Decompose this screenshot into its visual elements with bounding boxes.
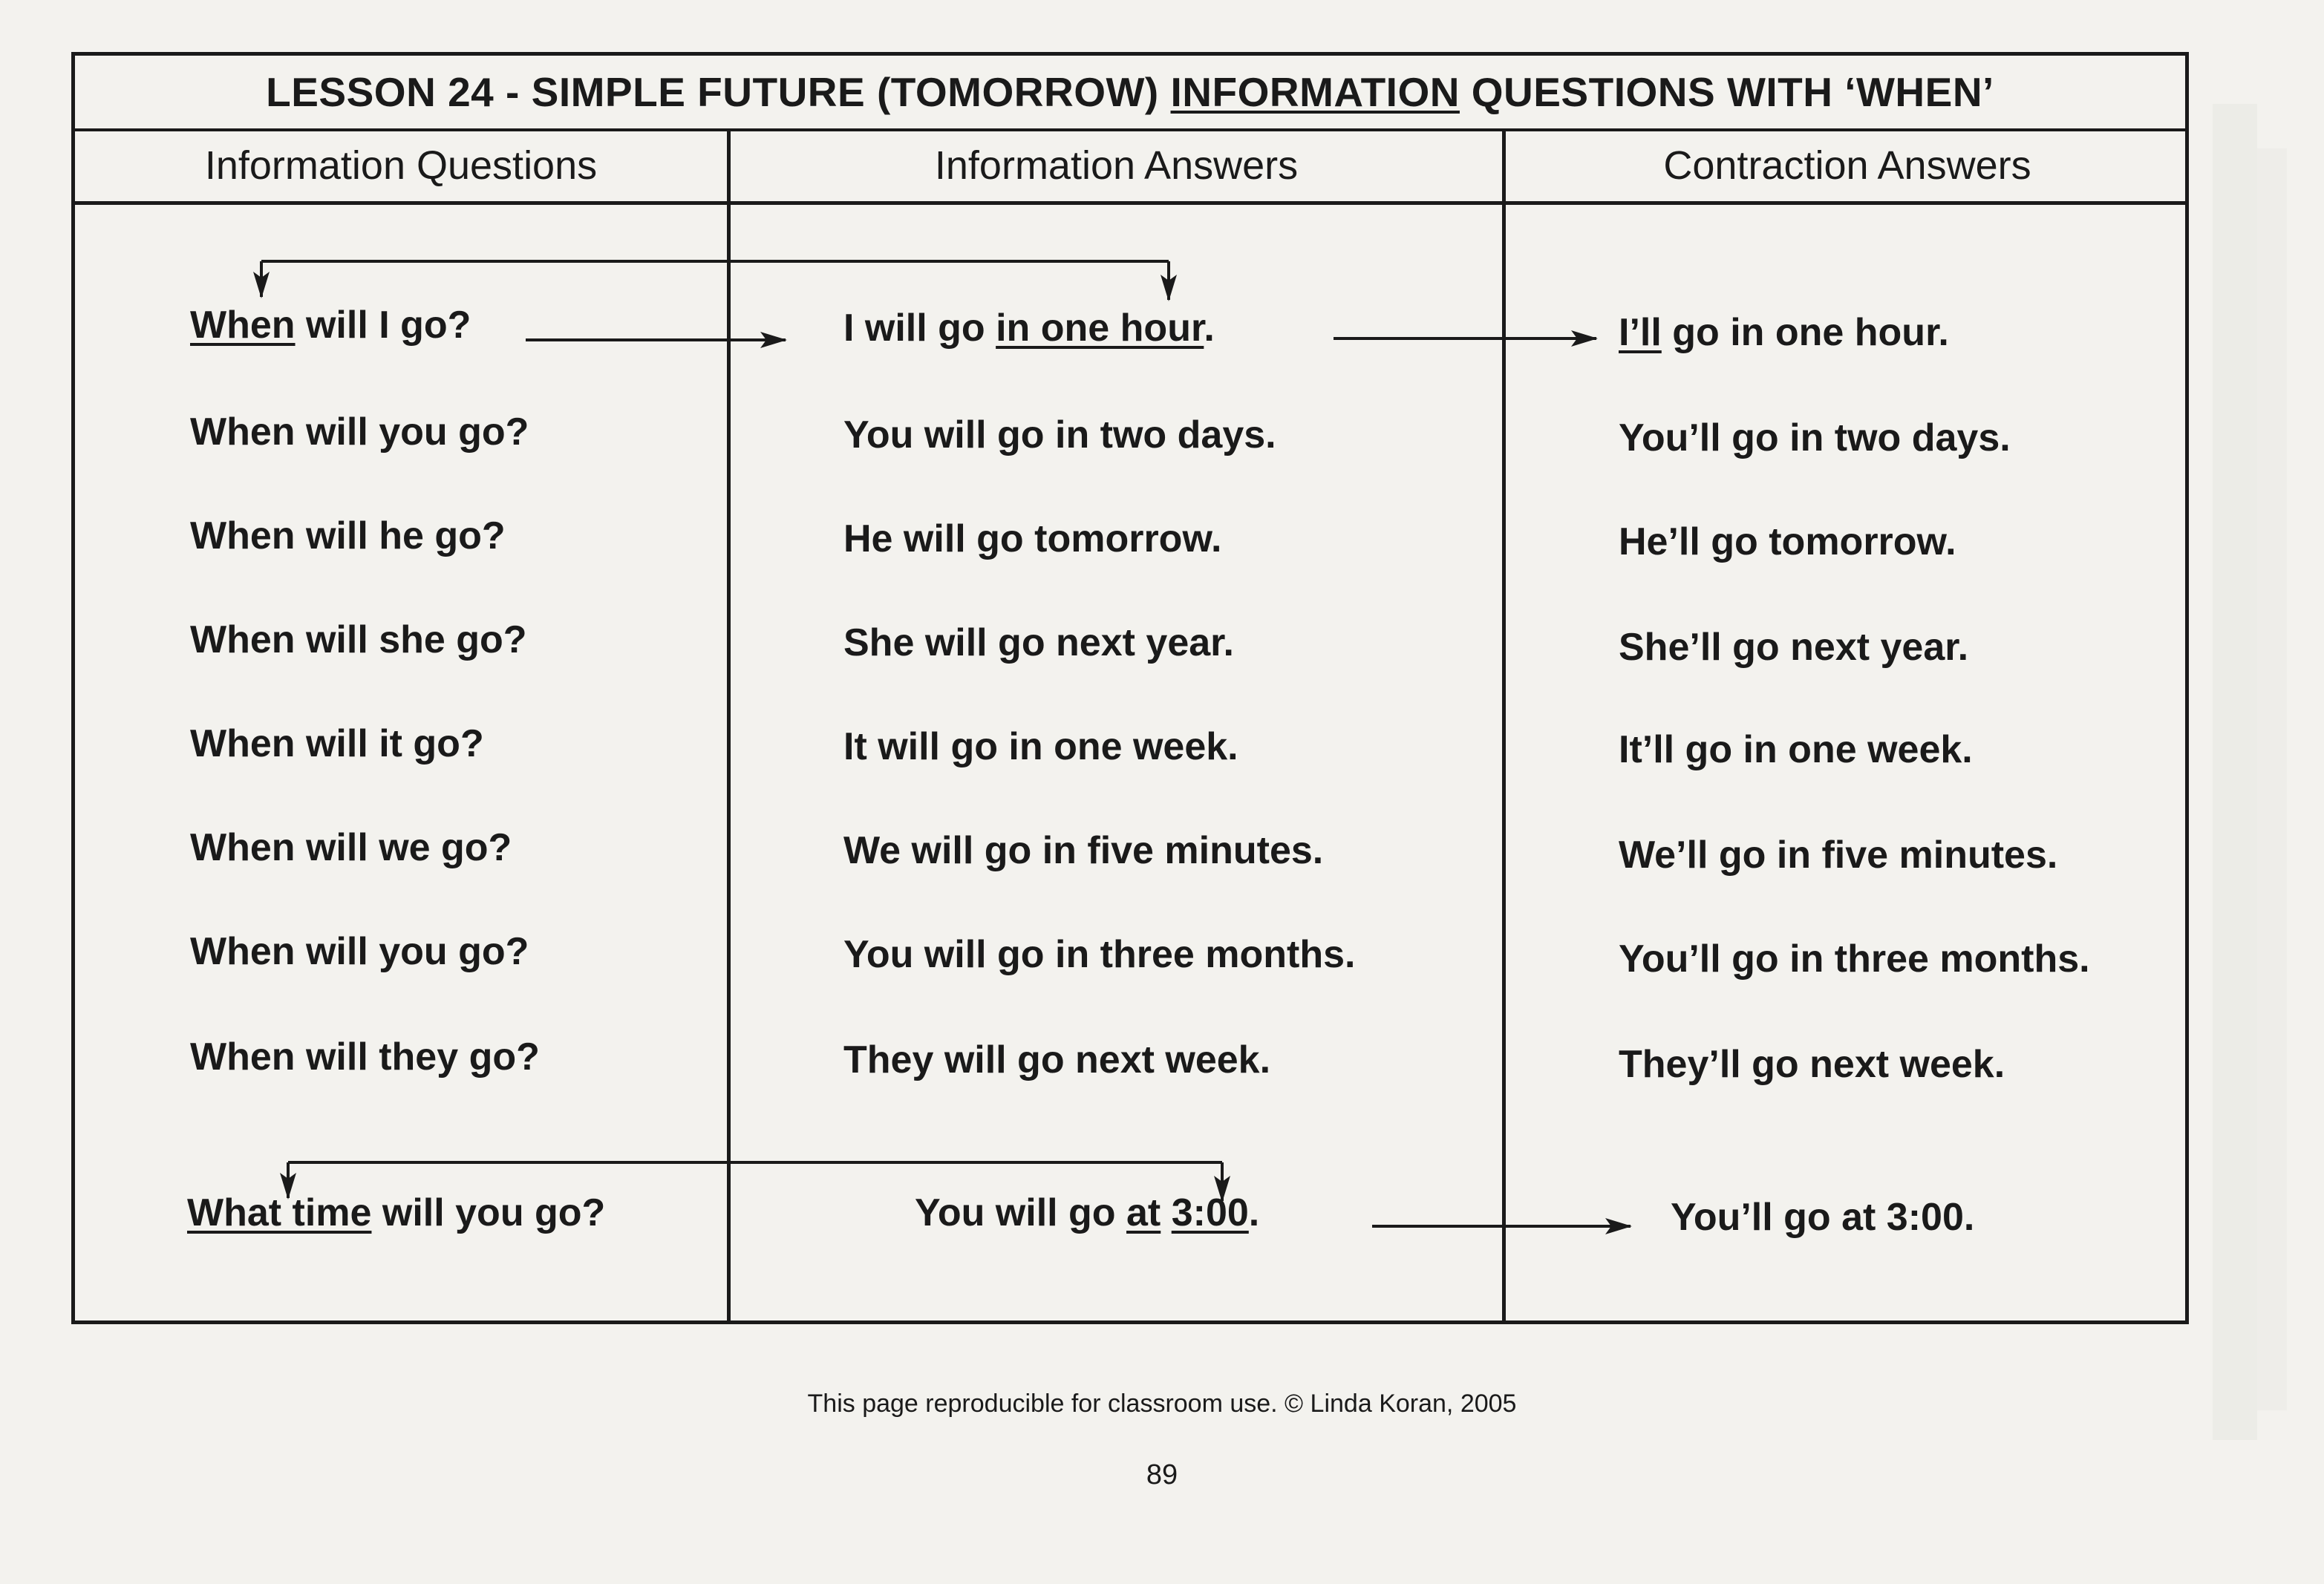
title-text-part1: LESSON 24 - SIMPLE FUTURE (TOMORROW) <box>266 69 1171 115</box>
column-header-answers: Information Answers <box>934 143 1299 188</box>
question-cell: When will it go? <box>190 722 484 765</box>
question-keyword: When <box>190 304 296 347</box>
answer-prefix: I will go <box>843 307 996 350</box>
question-cell <box>190 303 471 347</box>
answer-cell: It will go in one week. <box>843 725 1238 768</box>
answer-cell: You will go in two days. <box>843 413 1276 456</box>
question-rest: will I go? <box>295 304 471 347</box>
answer-cell: She will go next year. <box>843 621 1234 664</box>
answer-prefix: You will go <box>915 1191 1127 1234</box>
question-cell: When will we go? <box>190 826 512 869</box>
answer-time-phrase: in one hour <box>996 307 1204 350</box>
contraction-cell: He’ll go tomorrow. <box>1619 520 1956 563</box>
answer-preposition: at <box>1126 1191 1161 1234</box>
page-number: 89 <box>1146 1459 1178 1490</box>
header-divider <box>75 201 2185 205</box>
title-text-part2: QUESTIONS WITH ‘WHEN’ <box>1459 69 1994 115</box>
question-cell: When will he go? <box>190 514 506 557</box>
column-divider-2 <box>1502 128 1506 1320</box>
contraction-cell: She’ll go next year. <box>1619 626 1969 669</box>
contraction-cell-what-time: You’ll go at 3:00. <box>1671 1196 1975 1239</box>
contraction-cell: You’ll go in two days. <box>1619 416 2011 459</box>
contraction-cell: You’ll go in three months. <box>1619 937 2090 981</box>
title-underlined-word: INFORMATION <box>1170 69 1460 115</box>
question-keyword: What time <box>187 1191 372 1234</box>
question-cell: When will they go? <box>190 1035 540 1079</box>
answer-cell: He will go tomorrow. <box>843 517 1222 560</box>
question-cell: When will you go? <box>190 930 529 973</box>
column-header-questions: Information Questions <box>204 143 598 188</box>
paper-texture <box>2213 104 2257 1440</box>
contraction-cell <box>1619 310 1949 355</box>
column-header-contractions: Contraction Answers <box>1663 143 2031 188</box>
lesson-title <box>75 56 2185 131</box>
question-cell: When will she go? <box>190 618 527 661</box>
answer-space <box>1161 1191 1171 1234</box>
contraction-cell: We’ll go in five minutes. <box>1619 834 2058 877</box>
contraction-word: I’ll <box>1619 311 1662 354</box>
column-divider-1 <box>727 128 731 1320</box>
answer-cell: You will go in three months. <box>843 933 1356 976</box>
contraction-rest: go in one hour. <box>1661 311 1949 354</box>
answer-time: 3:00 <box>1171 1191 1249 1234</box>
answer-suffix: . <box>1248 1191 1260 1234</box>
answer-cell-what-time <box>915 1191 1259 1235</box>
contraction-cell: It’ll go in one week. <box>1619 728 1973 771</box>
contraction-cell: They’ll go next week. <box>1619 1043 2005 1086</box>
lesson-table <box>71 52 2189 1324</box>
answer-cell <box>843 306 1215 350</box>
paper-texture <box>2257 148 2287 1410</box>
answer-suffix: . <box>1204 307 1215 350</box>
question-cell-what-time <box>187 1191 605 1235</box>
answer-cell: We will go in five minutes. <box>843 829 1324 872</box>
question-rest: will you go? <box>371 1191 606 1234</box>
question-cell: When will you go? <box>190 410 529 454</box>
answer-cell: They will go next week. <box>843 1038 1271 1081</box>
footer-copyright: This page reproducible for classroom use. © Linda Koran, 2005 <box>807 1390 1517 1418</box>
